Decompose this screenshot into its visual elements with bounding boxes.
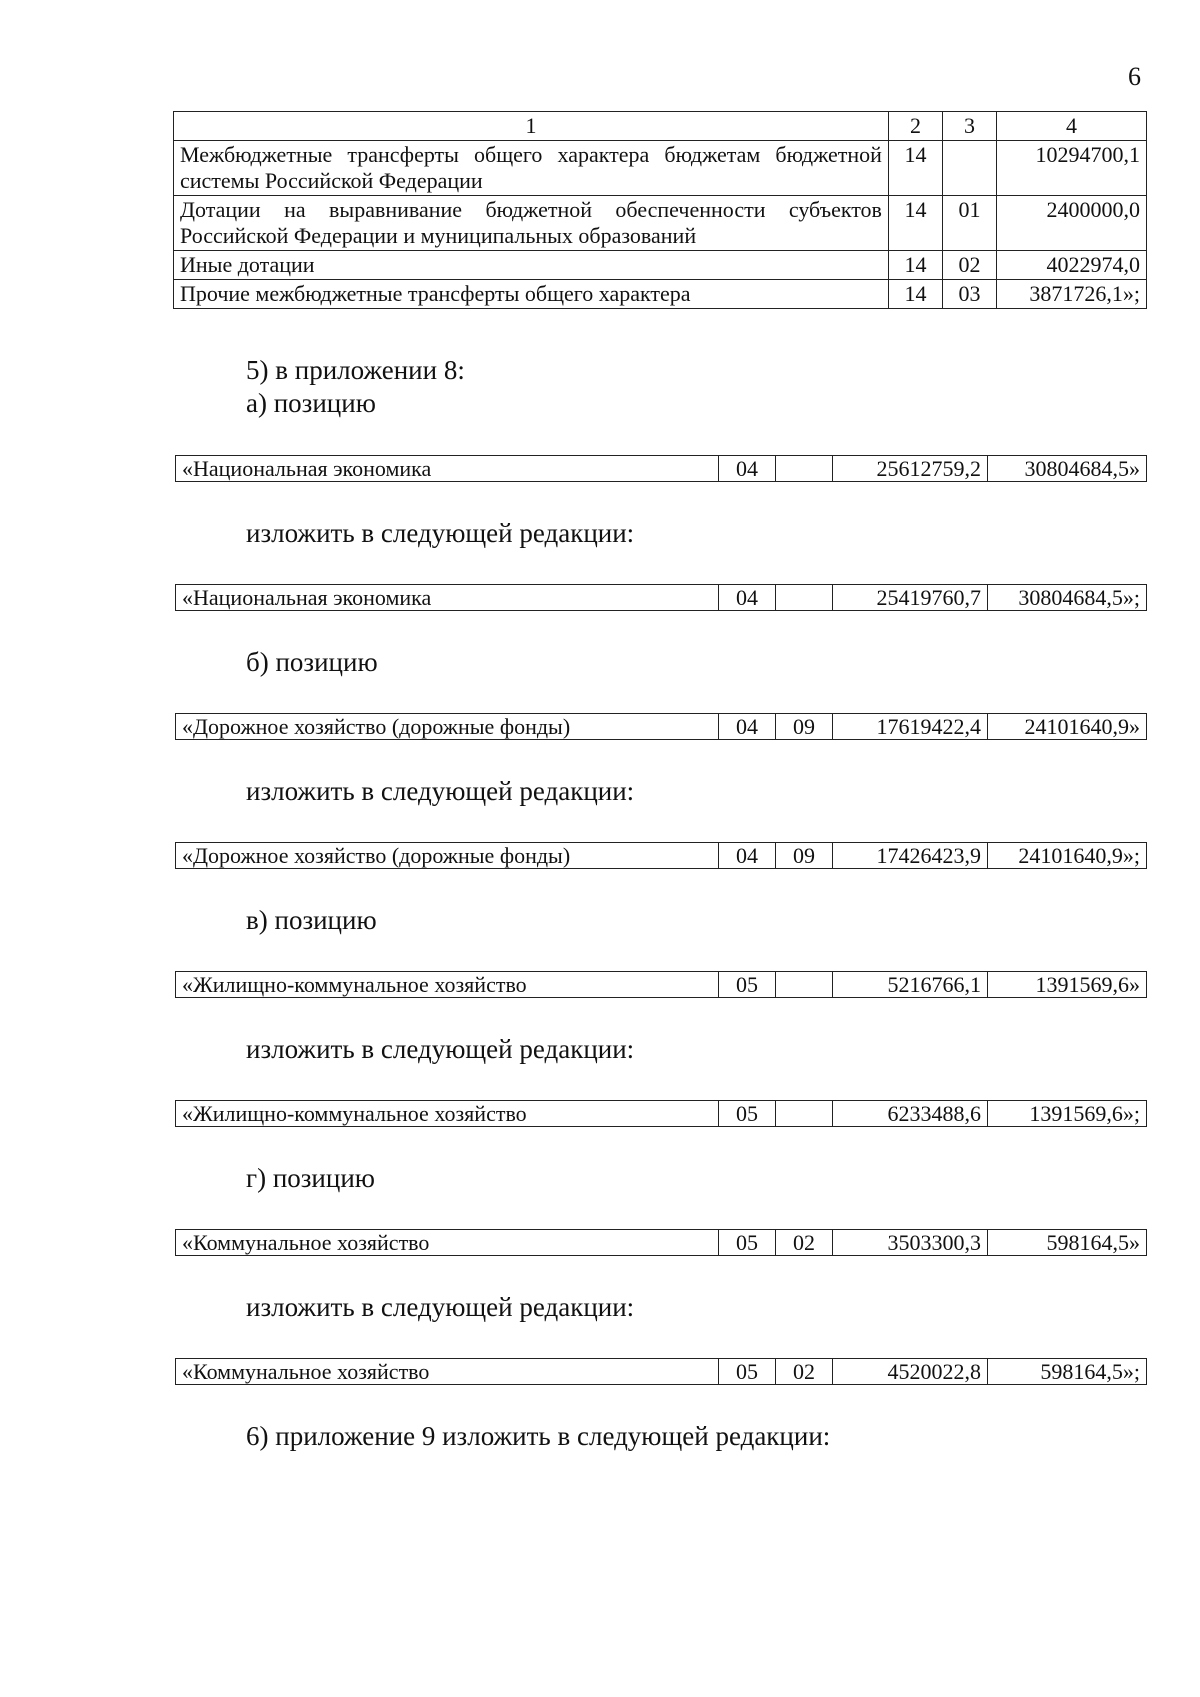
header-col-1: 1	[174, 112, 889, 141]
row-subsection: 01	[943, 196, 997, 251]
row-name: Иные дотации	[174, 251, 889, 280]
replace-instruction: изложить в следующей редакции:	[246, 1034, 635, 1064]
item-a-heading: а) позицию	[246, 388, 376, 418]
position-name: «Коммунальное хозяйство	[176, 1230, 719, 1256]
position-row	[176, 456, 1147, 482]
position-old-utilities	[175, 1229, 1147, 1256]
position-row	[176, 1230, 1147, 1256]
position-name: «Национальная экономика	[176, 456, 719, 482]
row-section: 14	[888, 141, 942, 196]
position-name: «Коммунальное хозяйство	[176, 1359, 719, 1385]
position-sum-1: 3503300,3	[833, 1230, 988, 1256]
position-sum-2: 24101640,9»	[988, 714, 1147, 740]
table-row	[174, 141, 1147, 196]
position-sum-1: 4520022,8	[833, 1359, 988, 1385]
item-g-heading: г) позицию	[246, 1163, 375, 1193]
table-row	[174, 280, 1147, 309]
position-sum-2: 24101640,9»;	[988, 843, 1147, 869]
table-header-row	[174, 112, 1147, 141]
position-subsection	[776, 972, 833, 998]
position-sum-1: 25612759,2	[833, 456, 988, 482]
position-section: 04	[719, 714, 776, 740]
position-section: 05	[719, 1101, 776, 1127]
position-old-housing-utilities	[175, 971, 1147, 998]
item-6-heading: 6) приложение 9 изложить в следующей редакции:	[246, 1421, 831, 1451]
position-name: «Дорожное хозяйство (дорожные фонды)	[176, 714, 719, 740]
row-section: 14	[888, 196, 942, 251]
position-section: 04	[719, 456, 776, 482]
position-new-housing-utilities	[175, 1100, 1147, 1127]
position-subsection: 09	[776, 843, 833, 869]
replace-instruction: изложить в следующей редакции:	[246, 518, 635, 548]
table-row	[174, 196, 1147, 251]
position-subsection	[776, 1101, 833, 1127]
position-sum-2: 30804684,5»;	[988, 585, 1147, 611]
table-row	[174, 251, 1147, 280]
row-sum: 10294700,1	[997, 141, 1147, 196]
row-section: 14	[888, 280, 942, 309]
row-sum: 2400000,0	[997, 196, 1147, 251]
replace-instruction: изложить в следующей редакции:	[246, 776, 635, 806]
position-row	[176, 1101, 1147, 1127]
position-new-road-funds	[175, 842, 1147, 869]
row-subsection	[943, 141, 997, 196]
position-sum-1: 17619422,4	[833, 714, 988, 740]
position-sum-1: 17426423,9	[833, 843, 988, 869]
position-section: 04	[719, 585, 776, 611]
position-section: 04	[719, 843, 776, 869]
header-col-2: 2	[888, 112, 942, 141]
position-new-utilities	[175, 1358, 1147, 1385]
item-5-heading: 5) в приложении 8:	[246, 355, 465, 385]
position-old-road-funds	[175, 713, 1147, 740]
position-subsection	[776, 585, 833, 611]
header-col-4: 4	[997, 112, 1147, 141]
position-new-national-economy	[175, 584, 1147, 611]
row-name: Дотации на выравнивание бюджетной обеспеченности субъектов Российской Федерации и муниципальных образований	[174, 196, 889, 251]
row-sum: 4022974,0	[997, 251, 1147, 280]
position-name: «Национальная экономика	[176, 585, 719, 611]
position-subsection: 09	[776, 714, 833, 740]
position-row	[176, 972, 1147, 998]
row-subsection: 02	[943, 251, 997, 280]
budget-table	[173, 111, 1147, 309]
page-number: 6	[1128, 62, 1141, 91]
position-name: «Жилищно-коммунальное хозяйство	[176, 972, 719, 998]
replace-instruction: изложить в следующей редакции:	[246, 1292, 635, 1322]
row-subsection: 03	[943, 280, 997, 309]
position-row	[176, 585, 1147, 611]
row-name: Межбюджетные трансферты общего характера бюджетам бюджетной системы Российской Федерации	[174, 141, 889, 196]
position-sum-2: 598164,5»;	[988, 1359, 1147, 1385]
header-col-3: 3	[943, 112, 997, 141]
row-section: 14	[888, 251, 942, 280]
position-row	[176, 1359, 1147, 1385]
position-subsection	[776, 456, 833, 482]
position-subsection: 02	[776, 1359, 833, 1385]
position-old-national-economy	[175, 455, 1147, 482]
position-name: «Жилищно-коммунальное хозяйство	[176, 1101, 719, 1127]
position-name: «Дорожное хозяйство (дорожные фонды)	[176, 843, 719, 869]
position-section: 05	[719, 1359, 776, 1385]
position-subsection: 02	[776, 1230, 833, 1256]
item-b-heading: б) позицию	[246, 647, 378, 677]
position-row	[176, 714, 1147, 740]
row-name: Прочие межбюджетные трансферты общего характера	[174, 280, 889, 309]
row-sum: 3871726,1»;	[997, 280, 1147, 309]
position-sum-1: 6233488,6	[833, 1101, 988, 1127]
position-sum-1: 5216766,1	[833, 972, 988, 998]
position-sum-2: 30804684,5»	[988, 456, 1147, 482]
position-sum-2: 1391569,6»	[988, 972, 1147, 998]
item-v-heading: в) позицию	[246, 905, 377, 935]
position-section: 05	[719, 1230, 776, 1256]
position-section: 05	[719, 972, 776, 998]
position-sum-2: 1391569,6»;	[988, 1101, 1147, 1127]
position-sum-2: 598164,5»	[988, 1230, 1147, 1256]
position-sum-1: 25419760,7	[833, 585, 988, 611]
position-row	[176, 843, 1147, 869]
